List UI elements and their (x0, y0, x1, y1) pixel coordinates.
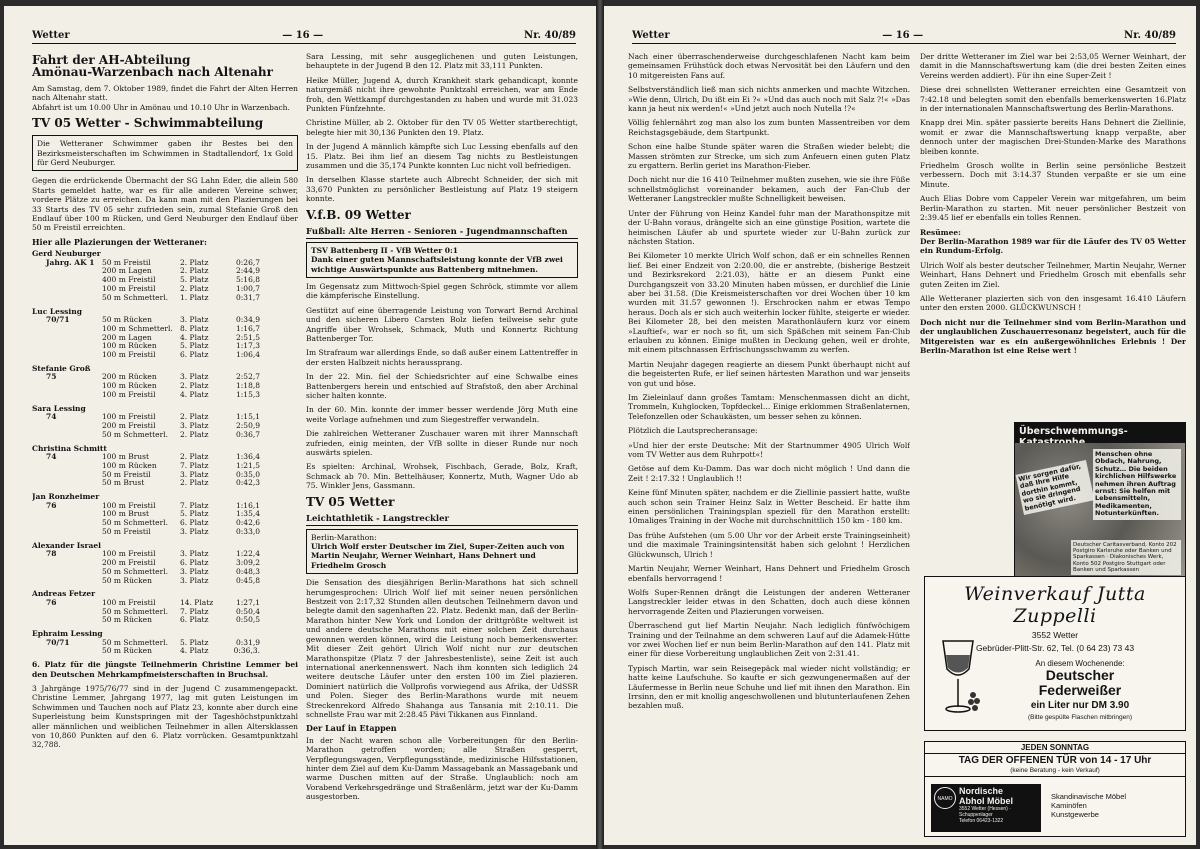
flood-banner: Überschwemmungs- (1015, 423, 1185, 451)
athlete-year: 74 (46, 412, 57, 422)
athlete-year: 75 (46, 372, 57, 382)
event-name: 100 m Freistil (102, 549, 156, 559)
wine-shop-city: 3552 Wetter (1031, 630, 1079, 640)
athlete-name: Stefanie Groß (32, 364, 91, 374)
flood-slogan: Wir sorgen dafür, daß Ihre Hilfe dorthin kommt, wo sie dringend benötigt wird. (1016, 460, 1095, 515)
swim-title: TV 05 Wetter - Schwimmabteilung (32, 116, 264, 131)
article-paragraph: Völlig fehlernährt zog man also los zum bunten Massentreiben vor dem Reichstagsgebäude, dem Startpunkt. (628, 118, 910, 137)
event-time: 0:26,7 (236, 257, 260, 267)
article-paragraph: Martin Neujahr dagegen reagierte an diesem Punkt überhaupt nicht auf die begeisterten Rufe, er lief seinen härtesten Marathon und war jenseits von gut und böse. (628, 359, 910, 388)
issue-number: Nr. 40/89 (524, 30, 576, 41)
result-rows (32, 373, 298, 399)
event-name: 200 m Rücken (102, 372, 157, 382)
athlete-block (32, 629, 298, 656)
article-paragraph: In der 60. Min. konnte der immer besser werdende Jörg Muth eine weite Vorlage aufnehmen und zum Siegestreffer verwandeln. (306, 405, 578, 424)
event-name: 50 m Freistil (102, 527, 151, 537)
event-place: 3. Platz (180, 566, 209, 576)
event-name: 50 m Brust (102, 478, 145, 488)
article-paragraph: Alle Wetteraner plazierten sich von den insgesamt 16.410 Läufern unter den ersten 2000. GLÜCKWUNSCH ! (920, 293, 1186, 313)
event-time: 0:36,3. (233, 646, 260, 656)
event-place: 5. Platz (180, 509, 209, 519)
article-paragraph: Nach einer überraschenderweise durchgeschlafenen Nacht kam beim gemeinsamen Frühstück doch etwas Nervosität bei den Läufern und den 10 mitgereisten Fans auf. (628, 52, 910, 80)
event-name: 50 m Freistil (102, 257, 151, 267)
event-place: 2. Platz (180, 257, 209, 267)
article-paragraph: Diese drei schnellsten Wetteraner erreichten eine Gesamtzeit von 7:42.18 und belegten somit den ebenfalls bemerkenswerten 16.Platz in der internationalen Mannschaftswertung des Berlin-Marathons. (920, 85, 1186, 114)
athlete-year (32, 391, 102, 400)
vfb-title: V.f.B. 09 Wetter (306, 207, 411, 222)
shop-badge-icon: NAMO (934, 787, 956, 809)
article-paragraph: Wolfs Super-Rennen drängt die Leistungen der anderen Wetteraner Langstreckler leider etwas in den Schatten, doch auch diese können hervorragende Zeiten und Plazierungen vorweisen. (628, 587, 910, 616)
event-time: 1:36,4 (236, 452, 260, 462)
event-name: 50 m Schmetterl. (102, 518, 168, 528)
ah-paragraph: Am Samstag, dem 7. Oktober 1989, findet die Fahrt der Alten Herren nach Altenahr statt. Abfahrt ist um 10.00 Uhr in Amönau und 10.10 Uhr in Warzenbach. (32, 84, 298, 112)
athlete-name: Jan Ronzheimer (32, 492, 100, 502)
athlete-results (32, 249, 298, 656)
event-time: 2:51,5 (236, 332, 260, 342)
wine-glass-icon (933, 635, 983, 725)
event-time: 1:16,1 (236, 500, 260, 510)
furniture-open-house-ad (924, 741, 1186, 837)
athlete-year: 78 (46, 549, 57, 559)
athlete-year (32, 510, 102, 519)
closing-paragraph: Doch nicht nur die Teilnehmer sind vom Berlin-Marathon und der unglaublichen Zuschauerresonanz begeistert, auch für die Mitgereisten war es ein außergewöhnliches Erlebnis ! Der Berlin-Marathon ist eine Reise wert ! (920, 317, 1186, 355)
section-name: Wetter (32, 30, 70, 41)
event-place: 7. Platz (180, 606, 209, 616)
article-paragraph: Friedhelm Grosch wollte in Berlin seine persönliche Bestzeit verbessern. Doch mit 3:14.37 Stunden verpaßte er sie um eine Minute. (920, 161, 1186, 189)
athlete-year (32, 462, 102, 471)
event-name: 50 m Schmetterl. (102, 292, 168, 302)
event-time: 0:34,9 (236, 315, 260, 325)
event-time: 1:18,8 (236, 381, 260, 391)
event-place: 2. Platz (180, 284, 209, 294)
event-name: 100 m Rücken (102, 460, 157, 470)
athlete-name: Luc Lessing (32, 306, 82, 316)
article-paragraph: Plötzlich die Lautsprecheransage: (628, 426, 758, 436)
article-paragraph: Selbstverständlich ließ man sich nichts anmerken und machte Witzchen. »Wie denn, Ulrich, Du ißt ein Ei ?« »Und das auch noch mit Salz ?!« »Das kann ja heut nix werden!« »Und jetzt auch noch Nutella !?« (628, 85, 910, 114)
athlete-name: Sara Lessing (32, 403, 86, 413)
article-paragraph: Das frühe Aufstehen (um 5.00 Uhr vor der Arbeit erste Trainingseinheit) und die maximale Trainingsintensität haben sich gelohnt ! Herzlichen Glückwunsch, Ulrich ! (628, 530, 910, 559)
shop-logo: NAMO Nordische Abhol Möbel 3552 Wetter (Hessen) · Schuppenlager Telefon 06423-1322 (931, 784, 1041, 832)
event-place: 2. Platz (180, 412, 209, 422)
event-place: 2. Platz (180, 429, 209, 439)
article-paragraph: Doch nicht nur die 16 410 Teilnehmer mußten zusehen, wie sie ihre Füße schnellstmöglichst voreinander bekamen, auch der Fan-Club der Wetteraner Langstreckler mußte Schnelligkeit beweisen. (628, 175, 910, 204)
athlete-year: 74 (46, 452, 57, 462)
event-place: 7. Platz (180, 460, 209, 470)
wine-shop-address: Gebrüder-Plitt-Str. 62, Tel. (0 64 23) 73 43 (975, 643, 1135, 653)
product-price: ein Liter nur DM 3.90 (1030, 700, 1130, 711)
athlete-year (32, 528, 102, 537)
result-rows (32, 639, 298, 657)
event-time: 1:16,7 (236, 323, 260, 333)
swim-paragraph: Gegen die erdrückende Übermacht der SG Lahn Eder, die allein 580 Starts gemeldet hatte, war es für alle anderen Vereine schwer, vordere Plätze zu erreichen. Da kann man mit den Plazierungen bei 33 Starts des TV 05 sehr zufrieden sein, zumal Stefanie Groß den Endlauf über 100 m Rücken, und Gerd Neuburger den Endlauf über 50 m Freistil erreichten. (32, 176, 298, 233)
event-place: 5. Platz (180, 275, 209, 285)
athlete-year (32, 342, 102, 351)
athlete-year (32, 351, 102, 360)
article-paragraph: Unter der Führung von Heinz Kandel fuhr man der Marathonspitze mit der U-Bahn voraus, drängelte sich an eine günstige Position, wartete die heimischen Läufer ab und spurtete wieder zur U-Bahn zurück zur nächsten Station. (628, 208, 910, 246)
article-paragraph: Im Gegensatz zum Mittwoch-Spiel gegen Schröck, stimmte vor allem die kämpferische Einstellung. (306, 281, 578, 301)
flood-text: Menschen ohne Obdach, Nahrung, Schutz… Die beiden kirchlichen Hilfswerke nehmen ihren Auftrag ernst: Sie helfen mit Lebensmitteln, Medikamenten, Notunterkünften. (1093, 449, 1181, 520)
event-time: 1:27,1 (236, 597, 260, 607)
article-paragraph: Sara Lessing, mit sehr ausgeglichenen und guten Leistungen, behauptete in der Jugend B den 12. Platz mit 33,111 Punkten. (306, 52, 578, 71)
event-name: 50 m Rücken (102, 315, 152, 325)
result-rows (32, 259, 298, 303)
event-name: 200 m Freistil (102, 558, 156, 568)
resume-paragraph: Der Berlin-Marathon 1989 war für die Läufer des TV 05 Wetter ein Rundum-Erfolg. (920, 236, 1186, 256)
open-day-label: JEDEN SONNTAG (925, 742, 1185, 754)
athlete-block (32, 404, 298, 440)
event-name: 50 m Freistil (102, 469, 151, 479)
lineup-paragraph: Es spielten: Archinal, Wrohsek, Fischbach, Gerade, Bolz, Kraft, Schmack ab 70. Min. Bettelhäuser, Konnertz, Muth, Wagner Udo ab 75. Winkler Jens, Gassmann. (306, 462, 578, 491)
athlete-year (32, 519, 102, 528)
event-time: 1:15,3 (236, 390, 260, 400)
section-name: Wetter (632, 30, 670, 41)
athlete-year (32, 325, 102, 334)
athlete-block (32, 444, 298, 489)
article-paragraph: »Und hier der erste Deutsche: Mit der Startnummer 4905 Ulrich Wolf vom TV Wetter aus dem Ruhrpott«! (628, 440, 910, 460)
event-place: 6. Platz (180, 518, 209, 528)
result-rows (32, 413, 298, 439)
athlete-block (32, 492, 298, 537)
event-name: 50 m Rücken (102, 575, 152, 585)
product-name-1: Deutscher (1045, 667, 1115, 683)
article-paragraph: Bei Kilometer 10 merkte Ulrich Wolf schon, daß er ein schnelles Rennen lief. Bei einer Endzeit von 2:20.00, die er anstrebte, (bisherige Bestzeit und Bezirksrekord 2:21.03), hätte er an diesem Punkt eine Durchgangszeit von 33.20 Minuten haben müssen, er durchlief die Linie aber bei 31.58. (Die Kreismeisterschaften vor drei Wochen über 10 km wurden mit 31.57 gewonnen !). Erschrocken nahm er etwas Tempo heraus. Doch als er sich auch weiterhin locker fühlte, steigerte er wieder. Bei Kilometer 28, bei den meisten Marathonläufern kurz vor einem »Lauftief«, war er noch so fit, um sich Späßchen mit seinem Fan-Club erlauben zu können. Einige mußten in Deckung gehen, weil er drohte, mit einem pitschnassen Erfrischungsschwamm zu werfen. (628, 251, 910, 355)
marathon-box (306, 529, 578, 575)
right-page-header (632, 28, 1176, 44)
weekend-offer-label: An diesem Wochenende: (1035, 659, 1125, 668)
event-place: 6. Platz (180, 350, 209, 360)
event-name: 400 m Freistil (102, 275, 156, 285)
athlete-name: Ephraim Lessing (32, 629, 103, 639)
athlete-year (32, 276, 102, 285)
lemmer-paragraph: 3 Jahrgänge 1975/76/77 sind in der Jugend C zusammengepackt. Christine Lemmer, Jahrgang 1977, lag mit guten Leistungen im Schwimmen und Tauchen noch auf Platz 23, konnte aber durch eine Superleistung beim Kunstspringen mit der Tageshöchstpunktzahl aller männlichen und weiblichen Teilnehmer in allen Altersklassen von 10,860 Punkten auf den 6. Platz vorrücken. Gesamtpunktzahl 32,788. (32, 684, 298, 750)
athlete-name: Andreas Fetzer (32, 589, 96, 599)
shop-products: Skandinavische Möbel Kaminöfen Kunstgewerbe (1051, 792, 1127, 819)
result-rows (32, 550, 298, 585)
event-time: 1:35,4 (236, 509, 260, 519)
event-time: 0:50,4 (236, 606, 260, 616)
athlete-year (32, 568, 102, 577)
marathon-label: Berlin-Marathon: (311, 532, 377, 542)
event-time: 0:31,9 (236, 637, 260, 647)
event-place: 3. Platz (180, 549, 209, 559)
subheading: Der Lauf in Etappen (306, 723, 397, 734)
event-time: 2:52,7 (236, 372, 260, 382)
article-paragraph: Ulrich Wolf als bester deutscher Teilnehmer, Martin Neujahr, Werner Weinhart, Hans Dehnert und Friedhelm Grosch mit ebenfalls sehr guten Zeiten im Ziel. (920, 260, 1186, 289)
article-paragraph: Martin Neujahr, Werner Weinhart, Hans Dehnert und Friedhelm Grosch ebenfalls hervorragend ! (628, 564, 910, 583)
event-name: 100 m Rücken (102, 341, 157, 351)
athlete-year (32, 294, 102, 303)
article-paragraph: Auch Elias Dobre vom Cappeler Verein war mitgefahren, um beim Berlin-Marathon zu starten. Mit neuer persönlicher Bestzeit von 2:39.45 lief er ebenfalls ein tolles Rennen. (920, 194, 1186, 223)
article-paragraph: Der drittе Wetteraner im Ziel war bei 2:53,05 Werner Weinhart, der damit in die Mannschaftswertung kam (die drei besten Zeiten eines Vereins werden addiert). Für ihn eine Super-Zeit ! (920, 52, 1186, 80)
event-name: 100 m Freistil (102, 500, 156, 510)
article-paragraph: Keine fünf Minuten später, nachdem er die Ziellinie passiert hatte, wußte auch schon sein Trainer Heinz Salz in Wetter Bescheid. Er hatte ihm einen persönlichen Trainingsplan speziell für den Marathon erstellt: 10maliges Training in der Woche mit durchschnittlich 150 km - 180 km. (628, 488, 910, 526)
event-name: 100 m Freistil (102, 350, 156, 360)
event-time: 0:48,3 (236, 566, 260, 576)
event-place: 3. Platz (180, 421, 209, 431)
flood-accounts: Deutscher Caritasverband, Konto 202 Postgiro Karlsruhe oder Banken und Sparkassen · Diakonisches Werk, Konto 502 Postgiro Stuttgart oder Banken und Sparkassen (1071, 540, 1181, 575)
event-name: 50 m Schmetterl. (102, 566, 168, 576)
article-paragraph: Im Zieleinlauf dann großes Tamtam: Menschenmassen dicht an dicht, Trommeln, Kuhglocken, Topfdeckel… Einige erklommen Straßenlaternen, Telefonzellen oder Schaukästen, um besser sehen zu können. (628, 393, 910, 421)
ah-title: Fahrt der AH-Abteilung Amönau-Warzenbach nach Altenahr (32, 53, 273, 79)
athlete-block (32, 307, 298, 360)
right-column-1 (628, 52, 910, 842)
athlete-year (32, 334, 102, 343)
left-page (4, 6, 596, 845)
event-place: 5. Platz (180, 341, 209, 351)
vfb-subtitle: Fußball: Alte Herren - Senioren - Jugendmannschaften (306, 227, 578, 239)
swim-intro: Die Wetteraner Schwimmer gaben ihr Bestes bei den Bezirksmeisterschaften im Schwimmen in Stadtallendorf, 1x Gold für Gerd Neuburger. (32, 135, 298, 171)
left-column-2 (306, 52, 578, 842)
match-result: TSV Battenberg II - VfB Wetter 0:1 (311, 245, 459, 255)
event-name: 200 m Freistil (102, 421, 156, 431)
article-paragraph: Die zahlreichen Wetteraner Zuschauer waren mit ihrer Mannschaft zufrieden, einig meinten, der VfB sollte in dieser Runde nur noch auswärts spielen. (306, 429, 578, 457)
athlete-year (32, 382, 102, 391)
event-time: 0:42,6 (236, 518, 260, 528)
event-place: 5. Platz (180, 637, 209, 647)
result-rows (32, 502, 298, 537)
athlete-year (32, 285, 102, 294)
event-place: 3. Platz (180, 527, 209, 537)
athlete-year: 70/71 (46, 637, 70, 647)
event-time: 0:45,8 (236, 575, 260, 585)
event-time: 0:36,7 (236, 429, 260, 439)
athlete-block (32, 249, 298, 302)
left-column-1 (32, 52, 298, 842)
event-time: 5:16,8 (236, 275, 260, 285)
article-paragraph: Getöse auf dem Ku-Damm. Das war doch nicht möglich ! Und dann die Zeit ! 2:17.32 ! Unglaublich !! (628, 464, 910, 483)
athlete-block (32, 589, 298, 625)
match-summary: Dank einer guten Mannschaftsleistung konnte der VfB zwei wichtige Auswärtspunkte aus Battenberg mitnehmen. (311, 255, 563, 274)
athlete-name: Gerd Neuburger (32, 249, 101, 259)
event-name: 200 m Lagen (102, 266, 152, 276)
athlete-name: Alexander Israel (32, 540, 101, 550)
article-paragraph: Die Sensation des diesjährigen Berlin-Marathons hat sich schnell herumgesprochen: Ulrich Wolf lief mit seiner neuen persönlichen Bestzeit von 2:17,32 Stunden allen deutschen Teilnehmern davon und belegte damit den sagenhaften 22. Platz. Bedenkt man, daß der Berlin-Marathon hinter New York und London der drittgrößte weltweit ist und andere deutsche Marathons mit einer solchen Zeit durchaus gewonnen werden können, wird die Leistung noch bemerkenswerter. Mit dieser Zeit gehört Ulrich Wolf nicht nur zur deutschen Marathonspitze (Platz 7 der Jahresbestenliste), seine Zeit ist auch international anerkennenswert. Nach ihm konnten sich lediglich 24 weitere deutsche Läufer unter den ersten 100 im Ziel plazieren. Dominiert natürlich die Vollprofis vorwiegend aus Afrika, der UdSSR und Polen. Sieger des Berlin-Marathons wurde mit neuem Streckenrekord Alfredo Shahanga aus Tansania mit 2:10.11. Die schnellste Frau war mit 2:28.45 Pävi Tikkanen aus Finnland. (306, 578, 578, 719)
event-name: 100 m Brust (102, 509, 149, 519)
event-place: 4. Platz (180, 646, 209, 656)
athlete-name: Christina Schmitt (32, 443, 107, 453)
event-place: 2. Platz (180, 452, 209, 462)
wine-shop-name: Weinverkauf Jutta Zuppelli (964, 583, 1146, 627)
event-place: 2. Platz (180, 478, 209, 488)
event-name: 50 m Schmetterl. (102, 429, 168, 439)
athlete-year (32, 616, 102, 625)
article-paragraph: Schon eine halbe Stunde später waren die Straßen wieder belebt; die Massen strömten zur Strecke, um sich zum Anfeuern einen guten Platz zu ergattern. Berlin geriet ins Marathon-Fieber. (628, 142, 910, 171)
event-time: 2:50,9 (236, 421, 260, 431)
bottle-note: (Bitte gespülte Flaschen mitbringen) (1027, 714, 1133, 721)
event-time: 1:15,1 (236, 412, 260, 422)
event-place: 3. Platz (180, 372, 209, 382)
product-name-2: Federweißer (1038, 682, 1122, 698)
article-paragraph: Typisch Martin, war sein Reisegepäck mal wieder nicht vollständig; er hatte keine Laufschuhe. So kaufte er sich gezwungenermaßen auf der Läufermesse in Berlin neue Schuhe und lief mit ihnen den Marathon. Ein Irrsinn, den er mit knollig angeschwollenen und blutunterlaufenen Zehen bezahlen muß. (628, 663, 910, 711)
event-name: 100 m Schmetterl. (102, 323, 173, 333)
event-time: 1:06,4 (236, 350, 260, 360)
flood-relief-ad (1014, 422, 1186, 582)
athlete-year (32, 479, 102, 488)
athlete-year (32, 647, 102, 656)
athlete-year (32, 431, 102, 440)
open-day-title: TAG DER OFFENEN TÜR von 14 - 17 Uhr (958, 755, 1152, 766)
article-paragraph: In der Nacht waren schon alle Vorbereitungen für den Berlin-Marathon getroffen worden; alle Straßen gesperrt, Verpflegungswagen, Verpflegungsstände, medizinische Hilfsstationen, hinter dem Ziel auf dem Ku-Damm Massagebank an Massagebank und warme Duschen mitten auf der Straße. Unglaublich: noch am Vorabend Verkehrsgedränge und Straßenlärm, jetzt war der Ku-Damm ausgestorben. (306, 735, 578, 802)
event-time: 1:22,4 (236, 549, 260, 559)
event-time: 0:42,3 (236, 478, 260, 488)
event-place: 3. Platz (180, 575, 209, 585)
article-paragraph: In derselben Klasse startete auch Albrecht Schneider, der sich mit 33,670 Punkten zu persönlicher Bestleistung auf Platz 19 steigern konnte. (306, 175, 578, 204)
athlete-year: 76 (46, 500, 57, 510)
event-time: 0:31,7 (236, 292, 260, 302)
event-place: 7. Platz (180, 500, 209, 510)
event-place: 3. Platz (180, 469, 209, 479)
article-paragraph: In der Jugend A männlich kämpfte sich Luc Lessing ebenfalls auf den 15. Platz. Bei ihm lief an diesem Tag nichts zu Bestleistungen zusammen und die 35,174 Punkte konnten Luc nicht voll befriedigen. (306, 142, 578, 171)
event-place: 6. Platz (180, 615, 209, 625)
event-time: 1:00,7 (236, 284, 260, 294)
event-time: 0:33,0 (236, 527, 260, 537)
event-place: 8. Platz (180, 323, 209, 333)
event-name: 50 m Schmetterl. (102, 637, 168, 647)
event-name: 50 m Rücken (102, 615, 152, 625)
event-time: 1:17,3 (236, 341, 260, 351)
event-name: 100 m Freistil (102, 412, 156, 422)
page-number: — 16 — (282, 30, 324, 41)
vfb-match-box (306, 242, 578, 278)
athlete-year: 70/71 (46, 315, 70, 325)
event-time: 1:21,5 (236, 460, 260, 470)
athlete-year (32, 471, 102, 480)
resume-heading: Resümee: (920, 227, 961, 237)
event-place: 3. Platz (180, 315, 209, 325)
athlete-year (32, 267, 102, 276)
wine-shop-ad (924, 576, 1186, 731)
event-name: 100 m Rücken (102, 381, 157, 391)
event-place: 1. Platz (180, 292, 209, 302)
event-place: 2. Platz (180, 266, 209, 276)
event-name: 50 m Schmetterl. (102, 606, 168, 616)
tv-title: TV 05 Wetter (306, 494, 395, 509)
athlete-year (32, 422, 102, 431)
tv-subtitle: Leichtathletik - Langstreckler (306, 514, 578, 526)
marathon-headline: Ulrich Wolf erster Deutscher im Ziel, Super-Zeiten auch von Martin Neujahr, Werner Weinhart, Hans Dehnert und Friedhelm Grosch (311, 542, 565, 570)
article-paragraph: Gestützt auf eine überragende Leistung von Torwart Bernd Archinal und den sicheren Libero Carsten Bolz liefen teilweise sehr gute Angriffe über Wrohsek, Schmack, Muth und Konnertz Richtung Battenberger Tor. (306, 305, 578, 343)
result-rows (32, 316, 298, 360)
event-time: 0:50,5 (236, 615, 260, 625)
article-paragraph: In der 22. Min. fiel der Schiedsrichter auf eine Schwalbe eines Battenbergers herein und entschied auf Strafstoß, den aber Archinal sicher halten konnte. (306, 372, 578, 400)
left-page-header (32, 28, 576, 44)
event-name: 50 m Rücken (102, 646, 152, 656)
event-time: 3:09,2 (236, 558, 260, 568)
lemmer-highlight: 6. Platz für die jüngste Teilnehmerin Christine Lemmer bei den Deutschen Mehrkampfmeisterschaften in Bruchsal. (32, 660, 298, 679)
article-paragraph: Knapp drei Min. später passierte bereits Hans Dehnert die Ziellinie, womit er zwar die Mannschaftswertung knapp verpaßte, aber dennoch unter der magischen Drei-Stunden-Marke des Marathons bleiben konnte. (920, 118, 1186, 156)
event-name: 100 m Freistil (102, 390, 156, 400)
athlete-year (32, 577, 102, 586)
event-place: 2. Platz (180, 381, 209, 391)
article-paragraph: Im Strafraum war allerdings Ende, so daß außer einem Lattentreffer in der ersten Halbzeit nichts heraussprang. (306, 348, 578, 367)
placement-list-heading: Hier alle Plazierungen der Wetteraner: (32, 236, 207, 247)
article-paragraph: Christine Müller, ab 2. Oktober für den TV 05 Wetter startberechtigt, belegte hier mit 30,136 Punkten den 19. Platz. (306, 118, 578, 137)
athlete-block (32, 541, 298, 586)
athlete-year (32, 608, 102, 617)
event-name: 200 m Lagen (102, 332, 152, 342)
event-time: 2:44,9 (236, 266, 260, 276)
issue-number: Nr. 40/89 (1124, 30, 1176, 41)
athlete-year (32, 559, 102, 568)
article-paragraph: Überraschend gut lief Martin Neujahr. Nach lediglich fünfwöchigem Training und der Teilnahme an dem schweren Lauf auf die Adamek-Hütte vor zwei Wochen lief er nun beim Berlin-Marathon auf den 141. Platz mit einer für diese Vorbereitung unglaublichen Zeit von 2:31.41. (628, 621, 910, 659)
page-number: — 16 — (882, 30, 924, 41)
event-time: 0:35,0 (236, 469, 260, 479)
article-paragraph: Heike Müller, Jugend A, durch Krankheit stark gehandicapt, konnte naturgemäß nicht ihre gewohnte Punktzahl erreichen, war am Ende froh, den Wettkampf durchgestanden zu haben und wurde mit 31.023 Punkten Fünfzehnte. (306, 75, 578, 114)
right-page (604, 6, 1196, 845)
athlete-block (32, 364, 298, 400)
event-place: 6. Platz (180, 558, 209, 568)
event-place: 4. Platz (180, 332, 209, 342)
result-rows (32, 453, 298, 488)
event-name: 100 m Freistil (102, 597, 156, 607)
page-gutter (596, 0, 604, 849)
event-name: 100 m Brust (102, 452, 149, 462)
athlete-year: 76 (46, 597, 57, 607)
athlete-year: Jahrg. AK 1 (46, 257, 95, 267)
result-rows (32, 599, 298, 625)
event-place: 14. Platz (180, 597, 214, 607)
open-day-note: (keine Beratung - kein Verkauf) (925, 767, 1185, 777)
event-name: 100 m Freistil (102, 284, 156, 294)
right-column-2 (920, 52, 1186, 417)
event-place: 4. Platz (180, 390, 209, 400)
